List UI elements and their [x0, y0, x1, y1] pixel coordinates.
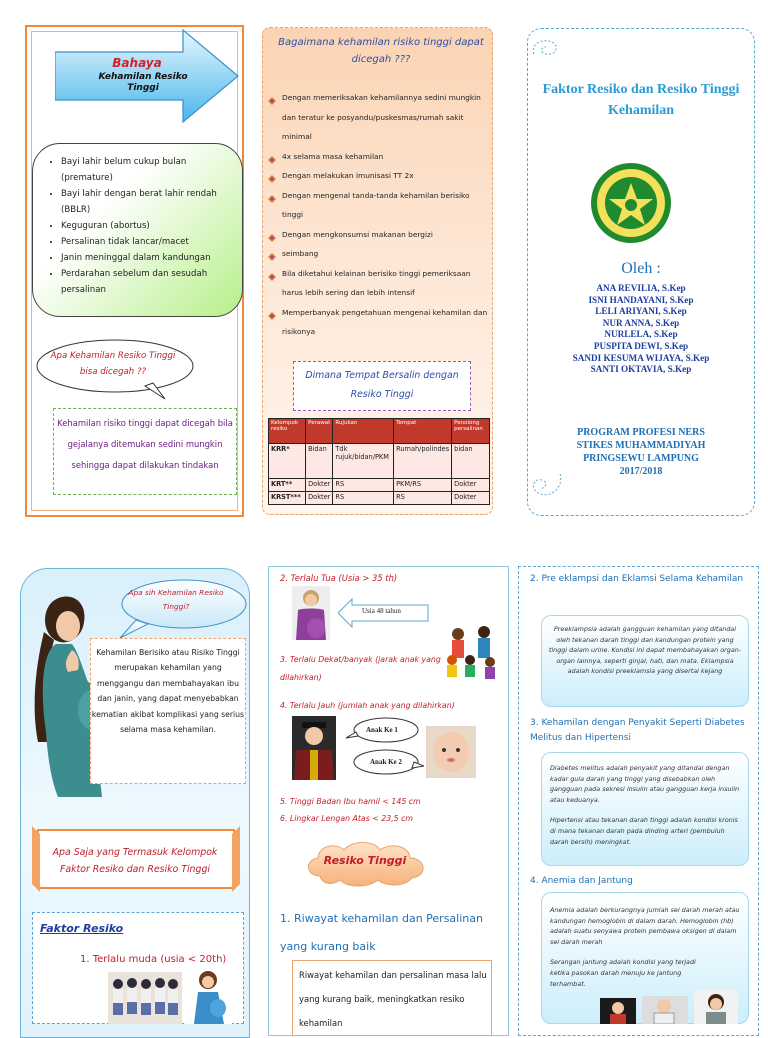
table-row: KRR* Bidan Tdk rujuk/bidan/PKM Rumah/polindes bidan	[269, 444, 490, 479]
author-name: ISNI HANDAYANI, S.Kep	[588, 294, 694, 305]
bullet-icon	[268, 191, 276, 199]
author-name: ANA REVILIA, S.Kep	[596, 283, 686, 293]
list-item: • Bayi lahir dengan berat lahir rendah (BBLR)	[61, 186, 232, 218]
category-title: Apa Saja yang Termasuk Kelompok Faktor Resiko dan Resiko Tinggi	[52, 847, 218, 875]
pain-woman-image	[600, 998, 636, 1024]
high-risk-item-4-title: 4. Anemia dan Jantung	[530, 876, 633, 886]
factor-item-6: 6. Lingkar Lengan Atas < 23,5 cm	[280, 814, 413, 823]
author-name: PUSPITA DEWI, S.Kep	[593, 340, 689, 351]
risk-factor-item: 1. Terlalu muda (usia < 20th)	[80, 954, 227, 965]
author-name: NUR ANNA, S.Kep	[602, 317, 680, 328]
institution-line: STIKES MUHAMMADIYAH	[576, 440, 706, 451]
bullet-icon	[268, 269, 276, 277]
scroll-curl-icon	[530, 36, 564, 60]
institution-line: 2017/2018	[619, 466, 663, 477]
arrow-title: Bahaya	[112, 56, 162, 70]
bullet-icon	[268, 249, 276, 257]
list-item: seimbang	[268, 244, 490, 264]
anemia-text: Anemia adalah berkurangnya jumlah sel darah merah atau kandungan hemoglobin di dalam darah. Hemoglobin (hb) adalah suatu senyawa protein pembawa oksigen di dalam sel darah merah	[550, 906, 740, 946]
author-name: SANDI KESUMA WIJAYA, S.Kep	[572, 352, 710, 363]
factor-items-5-6	[280, 793, 505, 827]
question-text: Apa Kehamilan Resiko Tinggi bisa dicegah ??	[50, 351, 176, 377]
high-risk-item-1-title: 1. Riwayat kehamilan dan Persalinan yang kurang baik	[280, 912, 483, 953]
table-row: KRST*** Dokter RS RS Dokter	[269, 492, 490, 505]
baby-image	[426, 726, 476, 778]
diabetes-hypertension-box	[541, 752, 749, 866]
large-family-image	[444, 624, 502, 680]
table-header: Rujukan	[333, 419, 394, 444]
list-item: Dengan mengkonsumsi makanan bergizi	[268, 225, 490, 245]
list-item: • Janin meninggal dalam kandungan	[61, 250, 232, 266]
factor-item-5: 5. Tinggi Badan Ibu hamil < 145 cm	[280, 797, 421, 806]
birth-place-title: Dimana Tempat Bersalin dengan Resiko Tinggi	[293, 361, 471, 411]
list-item: • Keguguran (abortus)	[61, 218, 232, 234]
arrow-subtitle: Kehamilan Resiko Tinggi	[98, 72, 188, 93]
risk-factor-title: Faktor Resiko	[40, 922, 124, 935]
list-item: Dengan mengenal tanda-tanda kehamilan berisiko tinggi	[268, 186, 490, 225]
chest-pain-image	[642, 996, 688, 1024]
institution-line: PROGRAM PROFESI NERS	[577, 427, 705, 438]
bullet-icon	[268, 308, 276, 316]
bullet-icon	[268, 171, 276, 179]
table-header: Perawat	[306, 419, 333, 444]
institution-block	[533, 426, 749, 478]
bullet-icon	[268, 93, 276, 101]
young-girls-image	[108, 972, 182, 1024]
high-risk-item-3-title: 3. Kehamilan dengan Penyakit Seperti Diabetes Melitus dan Hipertensi	[530, 718, 745, 743]
diabetes-text: Diabetes melitus adalah penyakit yang ditandai dengan kadar gula darah yang tinggi yang disebabkan oleh gangguan pada sekresi insulin atau gangguan kerja insulin atau keduanya.	[550, 764, 740, 804]
high-risk-item-2-title: 2. Pre eklampsi dan Eklamsi Selama Kehamilan	[530, 574, 744, 584]
table-header: Penolong persalinan	[452, 419, 490, 444]
list-item: Bila diketahui kelainan berisiko tinggi pemeriksaan harus lebih sering dan lebih intensif	[268, 264, 490, 303]
author-name: SANTI OKTAVIA, S.Kep	[590, 364, 692, 375]
table-row: KRT** Dokter RS PKM/RS Dokter	[269, 479, 490, 492]
high-risk-item-1-text: Riwayat kehamilan dan persalinan masa lalu yang kurang baik, meningkatkan resiko kehamilan	[292, 960, 492, 1036]
factor-item-4: 4. Terlalu Jauh (jumlah anak yang dilahirkan)	[280, 701, 455, 710]
definition-box: Kehamilan Berisiko atau Risiko Tinggi merupakan kehamilan yang menggangu dan membahayakan ibu dan janin, yang dapat menyebabkan kematian akibat komplikasi yang serius selama masa kehamilan.	[90, 638, 246, 784]
hypertension-text: Hipertensi atau tekanan darah tinggi adalah kondisi kronis di mana tekanan darah pada dinding arteri (pembuluh darah bersih) meningkat.	[550, 816, 738, 846]
author-list	[533, 283, 749, 376]
list-item: Dengan melakukan imunisasi TT 2x	[268, 166, 490, 186]
stikes-logo-icon	[589, 161, 673, 245]
list-item: • Persalinan tidak lancar/macet	[61, 234, 232, 250]
factor-item-2: 2. Terlalu Tua (Usia > 35 th)	[280, 573, 398, 583]
prevention-list	[268, 88, 490, 342]
high-risk-title: Resiko Tinggi	[323, 854, 407, 867]
list-item: • Perdarahan sebelum dan sesudah persalinan	[61, 266, 232, 298]
brochure-title: Faktor Resiko dan Resiko Tinggi Kehamilan	[542, 82, 740, 118]
author-name: NURLELA, S.Kep	[604, 329, 678, 340]
bullet-icon	[268, 230, 276, 238]
headache-woman-image	[694, 990, 738, 1024]
table-header: Kelompok resiko	[269, 419, 306, 444]
older-woman-image	[292, 586, 330, 640]
prevention-title: Bagaimana kehamilan risiko tinggi dapat dicegah ???	[278, 37, 484, 65]
child-1-label: Anak Ke 1	[366, 726, 398, 734]
birth-place-table	[268, 418, 490, 505]
answer-box: Kehamilan risiko tinggi dapat dicegah bila gejalanya ditemukan sedini mungkin sehingga dapat dilakukan tindakan	[53, 408, 237, 495]
list-item: 4x selama masa kehamilan	[268, 147, 490, 167]
oleh-label: Oleh :	[621, 260, 661, 277]
age-label: Usia 48 tahun	[362, 607, 401, 615]
pregnant-girl-cartoon	[186, 968, 232, 1024]
preeclampsia-box: Preeklampsia adalah gangguan kehamilan yang ditandai oleh tekanan darah tinggi dan kandungan protein yang tinggi dalam urine. Kondisi ini dapat membahayakan organ-organ lainnya, seperti ginjal, hati, dan mata. Eklampsia adalah kondisi preeklamsia yang disertai kejang	[541, 615, 749, 707]
list-item: Dengan memeriksakan kehamilannya sedini mungkin dan teratur ke posyandu/puskesmas/rumah sakit minimal	[268, 88, 490, 147]
graduate-image	[292, 716, 336, 780]
dangers-list	[32, 143, 243, 317]
child-2-label: Anak Ke 2	[370, 758, 402, 766]
bullet-icon	[268, 152, 276, 160]
list-item: Memperbanyak pengetahuan mengenai kehamilan dan risikonya	[268, 303, 490, 342]
institution-line: PRINGSEWU LAMPUNG	[583, 453, 699, 464]
question-text: Apa sih Kehamilan Resiko Tinggi?	[128, 588, 224, 611]
author-name: LELI ARIYANI, S.Kep	[595, 306, 687, 317]
list-item: • Bayi lahir belum cukup bulan (premature)	[61, 154, 232, 186]
heart-text: Serangan jantung adalah kondisi yang terjadi ketika pasokan darah menuju ke jantung terhambat.	[550, 958, 696, 988]
factor-item-3: 3. Terlalu Dekat/banyak (jarak anak yang dilahirkan)	[280, 655, 441, 682]
table-header: Tempat	[394, 419, 452, 444]
